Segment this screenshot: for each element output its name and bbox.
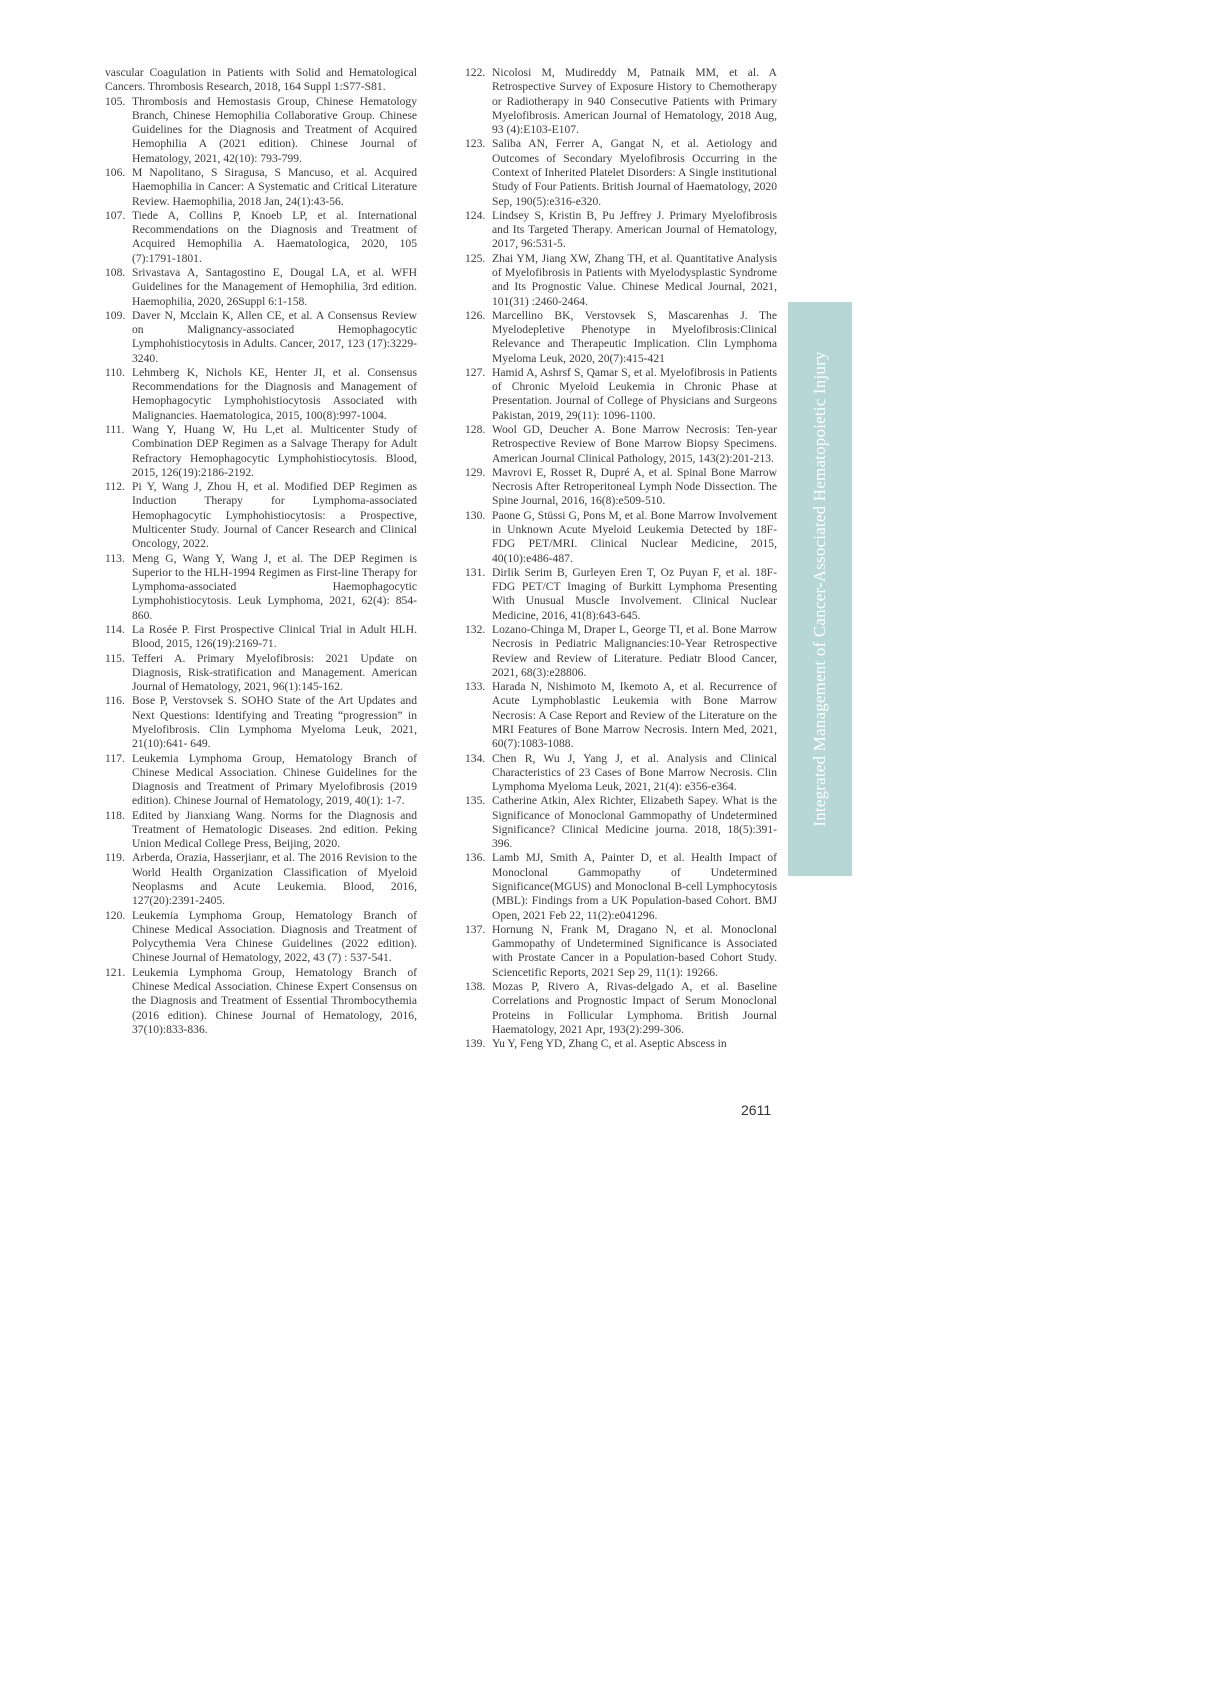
reference-number: 129. (465, 465, 486, 479)
reference-item (465, 252, 777, 309)
reference-text: Thrombosis and Hemostasis Group, Chinese Hematology Branch, Chinese Hemophilia Collaborative Group. Chinese Guidelines for the Diagnosis and Treatment of Acquired Hemophilia A (2021 edition). Chinese Journal of Hematology, 2021, 42(10): 793-799. (132, 94, 417, 165)
reference-text: Wang Y, Huang W, Hu L,et al. Multicenter Study of Combination DEP Regimen as a Salvage Therapy for Adult Refractory Hemophagocytic Lymphohistiocytosis. Blood, 2015, 126(19):2186-2192. (132, 423, 417, 479)
reference-item (105, 166, 417, 209)
reference-item (105, 851, 417, 908)
reference-number: 131. (465, 565, 486, 579)
reference-item (105, 809, 417, 852)
reference-text: Saliba AN, Ferrer A, Gangat N, et al. Aetiology and Outcomes of Secondary Myelofibrosis Occurring in the Context of Inherited Platelet Disorders: A Single institutional Study of Four Patients. British Journal of Haematology, 2020 Sep, 190(5):e316-e320. (492, 137, 777, 208)
reference-text: Srivastava A, Santagostino E, Dougal LA, et al. WFH Guidelines for the Management of Hemophilia, 3rd edition. Haemophilia, 2020, 26Suppl 6:1-158. (132, 265, 417, 308)
reference-number: 121. (105, 965, 126, 979)
reference-number: 111. (105, 423, 125, 437)
reference-item (465, 752, 777, 795)
reference-item (105, 652, 417, 695)
sidebar-title: Integrated Management of Cancer-Associated Hematopoietic Injury (810, 351, 829, 827)
reference-text: Tiede A, Collins P, Knoeb LP, et al. International Recommendations on the Diagnosis and Treatment of Acquired Hemophilia A. Haematologica, 2020, 105 (7):1791-1801. (132, 208, 417, 265)
reference-number: 132. (465, 622, 486, 636)
reference-text: Mozas P, Rivero A, Rivas-delgado A, et al. Baseline Correlations and Prognostic Impact of Serum Monoclonal Proteins in Follicular Lymphoma. British Journal Haematology, 2021 Apr, 193(2):299-306. (492, 980, 777, 1036)
reference-text: Leukemia Lymphoma Group, Hematology Branch of Chinese Medical Association. Diagnosis and Treatment of Polycythemia Vera Chinese Guidelines (2022 edition). Chinese Journal of Hematology, 2022, 43 (7) : 537-541. (132, 908, 417, 965)
reference-number: 138. (465, 980, 486, 993)
reference-item (105, 266, 417, 309)
reference-number: 106. (105, 165, 126, 179)
reference-text: Tefferi A. Primary Myelofibrosis: 2021 Update on Diagnosis, Risk-stratification and Management. American Journal of Hematology, 2021, 96(1):145-162. (132, 651, 417, 694)
reference-text: Bose P, Verstovsek S. SOHO State of the Art Updates and Next Questions: Identifying and Treating “progression” in Myelofibrosis. Clin Lymphoma Myeloma Leuk, 2021, 21(10):641- 649. (132, 694, 417, 751)
page-number: 2611 (741, 1102, 772, 1118)
reference-column-left (105, 66, 417, 1037)
reference-text: Harada N, Nishimoto M, Ikemoto A, et al. Recurrence of Acute Lymphoblastic Leukemia with Bone Marrow Necrosis: A Case Report and Review of the Literature on the MRI Features of Bone Marrow Necrosis. Intern Med, 2021, 60(7):1083-1088. (492, 680, 777, 751)
reference-item (465, 309, 777, 366)
reference-item (105, 366, 417, 423)
reference-item (465, 923, 777, 980)
reference-item (465, 66, 777, 137)
reference-text: M Napolitano, S Siragusa, S Mancuso, et al. Acquired Haemophilia in Cancer: A Systematic and Critical Literature Review. Haemophilia, 2018 Jan, 24(1):43-56. (132, 165, 417, 208)
reference-number: 130. (465, 508, 486, 522)
reference-text: Lozano-Chinga M, Draper L, George TI, et al. Bone Marrow Necrosis in Pediatric Malignancies:10-Year Retrospective Review and Review of Literature. Pediatr Blood Cancer, 2021, 68(3):e28806. (492, 622, 777, 679)
reference-item (105, 552, 417, 623)
reference-number: 120. (105, 908, 126, 922)
reference-item (465, 851, 777, 922)
reference-number: 115. (105, 651, 125, 665)
reference-text: Pi Y, Wang J, Zhou H, et al. Modified DEP Regimen as Induction Therapy for Lymphoma-associated Hemophagocytic Lymphohistiocytosis: a Prospective, Multicenter Study. Journal of Cancer Research and Clinical Oncology, 2022. (132, 480, 417, 551)
reference-text: Zhai YM, Jiang XW, Zhang TH, et al. Quantitative Analysis of Myelofibrosis in Patients with Myelodysplastic Syndrome and Its Prognostic Value. Chinese Medical Journal, 2021, 101(31) :2460-2464. (492, 251, 777, 308)
reference-text: Edited by Jianxiang Wang. Norms for the Diagnosis and Treatment of Hematologic Diseases. 2nd edition. Peking Union Medical College Press, Beijing, 2020. (132, 808, 417, 851)
reference-item (105, 623, 417, 652)
reference-number: 123. (465, 137, 486, 151)
reference-item (105, 423, 417, 480)
reference-number: 112. (105, 480, 125, 494)
reference-text: Mavrovi E, Rosset R, Dupré A, et al. Spinal Bone Marrow Necrosis After Retroperitoneal Lymph Node Dissection. The Spine Journal, 2016, 16(8):e509-510. (492, 465, 777, 508)
reference-text: Wool GD, Deucher A. Bone Marrow Necrosis: Ten-year Retrospective Review of Bone Marrow Biopsy Specimens. American Journal Clinical Pathology, 2015, 143(2):201-213. (492, 423, 777, 465)
reference-item (105, 909, 417, 966)
reference-text: Catherine Atkin, Alex Richter, Elizabeth Sapey. What is the Significance of Monoclonal Gammopathy of Undetermined Significance? Clinical Medicine journa. 2018, 18(5):391-396. (492, 794, 777, 851)
reference-text: Hamid A, Ashrsf S, Qamar S, et al. Myelofibrosis in Patients of Chronic Myeloid Leukemia in Chronic Phase at Presentation. Journal of College of Physicians and Surgeons Pakistan, 2019, 29(11): 1096-1100. (492, 365, 777, 422)
reference-text: Paone G, Stüssi G, Pons M, et al. Bone Marrow Involvement in Unknown Acute Myeloid Leukemia Detected by 18F-FDG PET/MRI. Clinical Nuclear Medicine, 2015, 40(10):e486-487. (492, 508, 777, 565)
reference-item (465, 423, 777, 466)
reference-text: Lehmberg K, Nichols KE, Henter JI, et al. Consensus Recommendations for the Diagnosis and Management of Hemophagocytic Lymphohistiocytosis Associated with Malignancies. Haematologica, 2015, 100(8):997-1004. (132, 365, 417, 422)
reference-item (105, 309, 417, 366)
reference-number: 119. (105, 851, 125, 865)
reference-number: 133. (465, 680, 486, 694)
reference-number: 107. (105, 208, 126, 222)
reference-text: Leukemia Lymphoma Group, Hematology Branch of Chinese Medical Association. Chinese Guidelines for the Diagnosis and Treatment of Primary Myelofibrosis (2019 edition). Chinese Journal of Hematology, 2019, 40(1): 1-7. (132, 751, 417, 808)
reference-number: 105. (105, 94, 126, 108)
reference-number: 108. (105, 265, 126, 279)
reference-item (465, 209, 777, 252)
reference-text: Hornung N, Frank M, Dragano N, et al. Monoclonal Gammopathy of Undetermined Significance is Associated with Prostate Cancer in a Population-based Cohort Study. Sciencetific Reports, 2021 Sep 29, 11(1): 19266. (492, 922, 777, 979)
reference-text: Nicolosi M, Mudireddy M, Patnaik MM, et al. A Retrospective Survey of Exposure History to Chemotherapy or Radiotherapy in 940 Consecutive Patients with Primary Myelofibrosis. American Journal of Hematology, 2018 Aug, 93 (4):E103-E107. (492, 66, 777, 137)
reference-item (105, 209, 417, 266)
reference-number: 113. (105, 551, 125, 565)
reference-text: Meng G, Wang Y, Wang J, et al. The DEP Regimen is Superior to the HLH-1994 Regimen as First-line Therapy for Lymphoma-associated Haemophagocytic Lymphohistiocytosis. Leuk Lymphoma, 2021, 62(4): 854-860. (132, 551, 417, 622)
sidebar-tab (788, 302, 852, 876)
reference-continuation: vascular Coagulation in Patients with Solid and Hematological Cancers. Thrombosis Research, 2018, 164 Suppl 1:S77-S81. (105, 66, 417, 94)
reference-number: 128. (465, 423, 486, 437)
reference-text: Lamb MJ, Smith A, Painter D, et al. Health Impact of Monoclonal Gammopathy of Undetermined Significance(MGUS) and Monoclonal B-cell Lymphocytosis (MBL): Findings from a UK Population-based Cohort. BMJ Open, 2021 Feb 22, 11(2):e041296. (492, 851, 777, 922)
reference-number: 117. (105, 751, 125, 765)
reference-item (465, 509, 777, 566)
reference-number: 139. (465, 1037, 486, 1051)
reference-item (105, 966, 417, 1037)
reference-number: 136. (465, 851, 486, 865)
reference-number: 122. (465, 66, 486, 79)
reference-item (465, 566, 777, 623)
reference-number: 116. (105, 694, 125, 708)
reference-item (105, 480, 417, 551)
reference-text: Arberda, Orazia, Hasserjianr, et al. The 2016 Revision to the World Health Organization Classification of Myeloid Neoplasms and Acute Leukemia. Blood, 2016, 127(20):2391-2405. (132, 851, 417, 908)
reference-item (105, 752, 417, 809)
reference-number: 124. (465, 208, 486, 222)
reference-text: Dirlik Serim B, Gurleyen Eren T, Oz Puyan F, et al. 18F-FDG PET/CT Imaging of Burkitt Lymphoma Presenting With Unusual Muscle Involvement. Clinical Nuclear Medicine, 2016, 41(8):643-645. (492, 565, 777, 622)
reference-item (105, 95, 417, 166)
reference-number: 110. (105, 365, 125, 379)
reference-number: 127. (465, 365, 486, 379)
reference-text: Chen R, Wu J, Yang J, et al. Analysis and Clinical Characteristics of 23 Cases of Bone Marrow Necrosis. Clin Lymphoma Myeloma Leuk, 2021, 21(4): e356-e364. (492, 751, 777, 794)
reference-item (465, 680, 777, 751)
reference-item (465, 366, 777, 423)
reference-number: 125. (465, 251, 486, 265)
reference-number: 135. (465, 794, 486, 808)
reference-text: Marcellino BK, Verstovsek S, Mascarenhas J. The Myelodepletive Phenotype in Myelofibrosis:Clinical Relevance and Therapeutic Implication. Clin Lymphoma Myeloma Leuk, 2020, 20(7):415-421 (492, 308, 777, 365)
reference-item (465, 980, 777, 1037)
reference-number: 134. (465, 751, 486, 765)
reference-text: Lindsey S, Kristin B, Pu Jeffrey J. Primary Myelofibrosis and Its Targeted Therapy. American Journal of Hematology, 2017, 96:531-5. (492, 208, 777, 251)
reference-number: 114. (105, 622, 125, 636)
reference-list-left (105, 95, 417, 1038)
reference-item (465, 466, 777, 509)
reference-text: Yu Y, Feng YD, Zhang C, et al. Aseptic Abscess in (492, 1037, 727, 1051)
reference-item (465, 794, 777, 851)
reference-text: Leukemia Lymphoma Group, Hematology Branch of Chinese Medical Association. Chinese Expert Consensus on the Diagnosis and Treatment of Essential Thrombocythemia (2016 edition). Chinese Journal of Hematology, 2016, 37(10):833-836. (132, 965, 417, 1036)
reference-number: 118. (105, 808, 125, 822)
reference-number: 126. (465, 308, 486, 322)
reference-item (465, 1037, 777, 1051)
reference-list-right (465, 66, 777, 1051)
reference-item (465, 137, 777, 208)
reference-number: 109. (105, 308, 126, 322)
reference-number: 137. (465, 922, 486, 936)
reference-text: Daver N, Mcclain K, Allen CE, et al. A Consensus Review on Malignancy-associated Hemophagocytic Lymphohistiocytosis in Adults. Cancer, 2017, 123 (17):3229-3240. (132, 308, 417, 365)
reference-item (465, 623, 777, 680)
reference-item (105, 694, 417, 751)
reference-text: La Rosée P. First Prospective Clinical Trial in Adult HLH. Blood, 2015, 126(19):2169-71. (132, 622, 417, 651)
reference-column-right (465, 66, 777, 1051)
